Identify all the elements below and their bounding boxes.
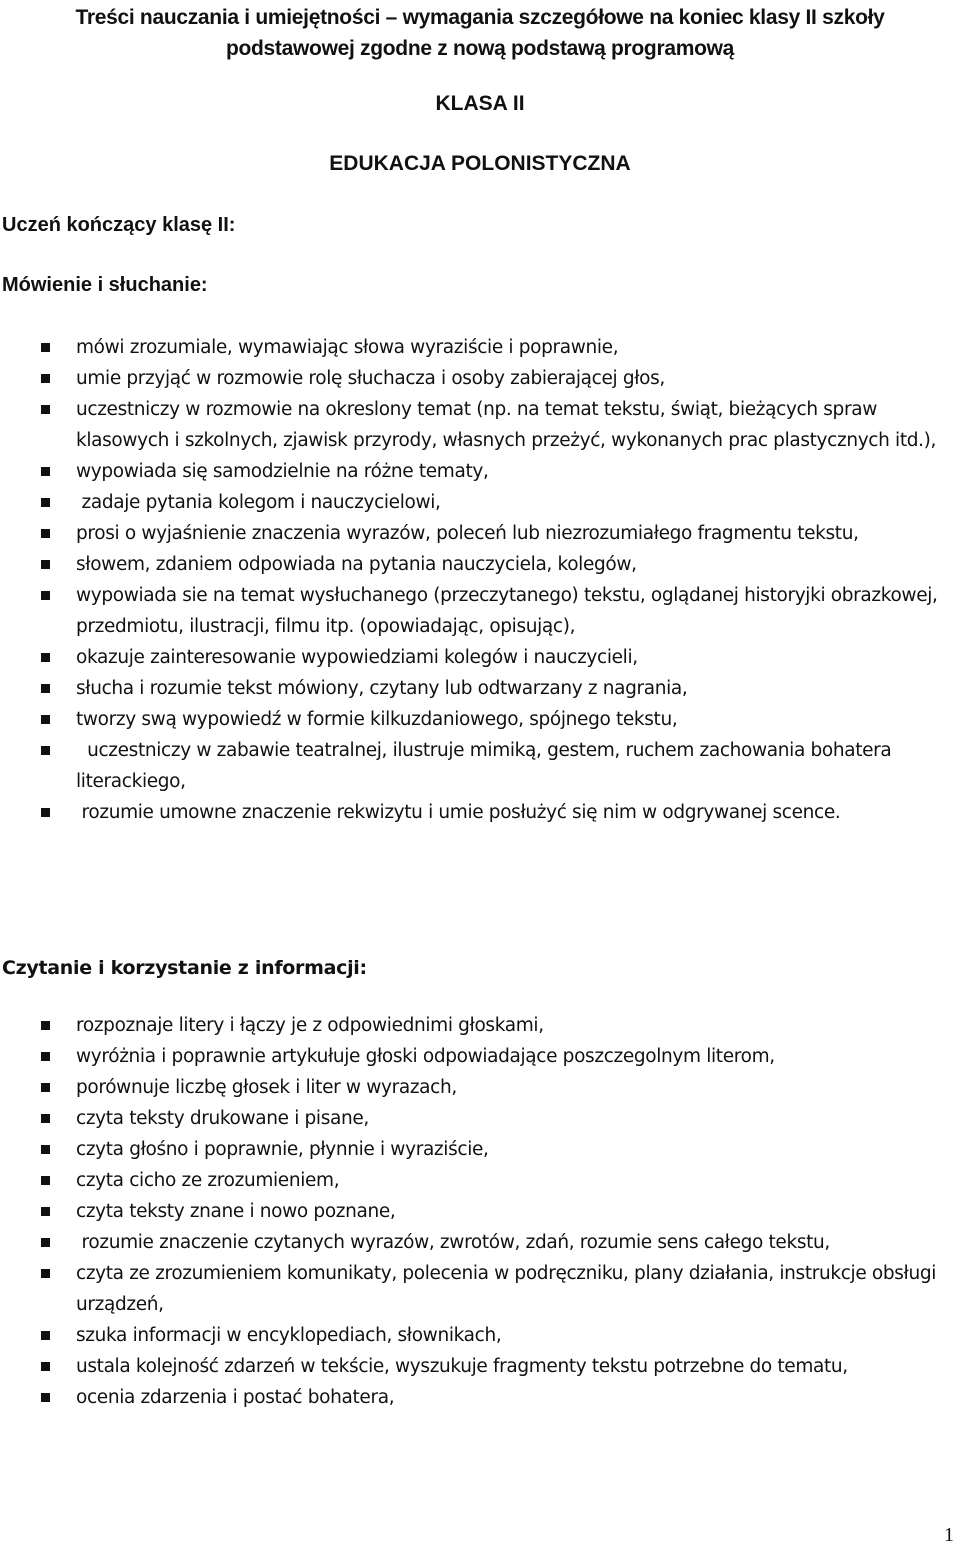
list-item-text: rozumie umowne znaczenie rekwizytu i umie posłużyć się nim w odgrywanej scence. <box>76 802 841 823</box>
list-item <box>0 1227 960 1258</box>
student-heading: Uczeń kończący klasę II: <box>2 214 236 236</box>
square-bullet-icon <box>41 1238 50 1247</box>
list-item <box>0 704 960 735</box>
square-bullet-icon <box>41 560 50 569</box>
list-item-text: prosi o wyjaśnienie znaczenia wyrazów, poleceń lub niezrozumiałego fragmentu tekstu, <box>76 523 859 544</box>
square-bullet-icon <box>41 374 50 383</box>
square-bullet-icon <box>41 684 50 693</box>
list-item-text: wypowiada sie na temat wysłuchanego (przeczytanego) tekstu, oglądanej historyjki obrazkowej, przedmiotu, ilustracji, filmu itp. (opowiadając, opisując), <box>76 585 944 637</box>
square-bullet-icon <box>41 1207 50 1216</box>
list-item-text: mówi zrozumiale, wymawiając słowa wyraziście i poprawnie, <box>76 337 619 358</box>
list-item-text: uczestniczy w zabawie teatralnej, ilustruje mimiką, gestem, ruchem zachowania bohatera literackiego, <box>76 740 897 792</box>
square-bullet-icon <box>41 1145 50 1154</box>
list-item-text: ustala kolejność zdarzeń w tekście, wyszukuje fragmenty tekstu potrzebne do tematu, <box>76 1356 848 1377</box>
bullet-list-reading <box>0 1010 960 1413</box>
list-item-text: słucha i rozumie tekst mówiony, czytany lub odtwarzany z nagrania, <box>76 678 688 699</box>
page-number: 1 <box>944 1524 954 1546</box>
square-bullet-icon <box>41 1083 50 1092</box>
list-item-text: ocenia zdarzenia i postać bohatera, <box>76 1387 395 1408</box>
list-item <box>0 797 960 828</box>
square-bullet-icon <box>41 715 50 724</box>
list-item <box>0 549 960 580</box>
list-item-text: czyta cicho ze zrozumieniem, <box>76 1170 340 1191</box>
square-bullet-icon <box>41 343 50 352</box>
list-item-text: szuka informacji w encyklopediach, słownikach, <box>76 1325 502 1346</box>
list-item <box>0 1041 960 1072</box>
square-bullet-icon <box>41 1331 50 1340</box>
square-bullet-icon <box>41 529 50 538</box>
square-bullet-icon <box>41 1052 50 1061</box>
list-item <box>0 487 960 518</box>
square-bullet-icon <box>41 467 50 476</box>
list-item-text: czyta głośno i poprawnie, płynnie i wyraziście, <box>76 1139 489 1160</box>
list-item-text: uczestniczy w rozmowie na okreslony temat (np. na temat tekstu, świąt, bieżących spraw klasowych i szkolnych, zjawisk przyrody, własnych przeżyć, wykonanych prac plastycznych itd.), <box>76 399 937 451</box>
square-bullet-icon <box>41 1362 50 1371</box>
list-item-text: słowem, zdaniem odpowiada na pytania nauczyciela, kolegów, <box>76 554 637 575</box>
list-item <box>0 1010 960 1041</box>
list-item-text: okazuje zainteresowanie wypowiedziami kolegów i nauczycieli, <box>76 647 638 668</box>
list-item <box>0 1196 960 1227</box>
section-heading-reading: Czytanie i korzystanie z informacji: <box>2 957 367 979</box>
square-bullet-icon <box>41 1176 50 1185</box>
list-item-text: tworzy swą wypowiedź w formie kilkuzdaniowego, spójnego tekstu, <box>76 709 678 730</box>
list-item <box>0 642 960 673</box>
list-item <box>0 735 960 797</box>
square-bullet-icon <box>41 653 50 662</box>
class-heading: KLASA II <box>435 92 525 115</box>
list-item-text: czyta teksty drukowane i pisane, <box>76 1108 369 1129</box>
section-heading-speaking: Mówienie i słuchanie: <box>2 274 208 296</box>
list-item <box>0 518 960 549</box>
bullet-list-speaking <box>0 332 960 828</box>
list-item-text: wypowiada się samodzielnie na różne tematy, <box>76 461 489 482</box>
list-item <box>0 1320 960 1351</box>
list-item-text: czyta teksty znane i nowo poznane, <box>76 1201 396 1222</box>
list-item-text: rozpoznaje litery i łączy je z odpowiednimi głoskami, <box>76 1015 544 1036</box>
document-title: Treści nauczania i umiejętności – wymagania szczegółowe na koniec klasy II szkoły podstawowej zgodne z nową podstawą programową <box>75 6 885 60</box>
list-item <box>0 363 960 394</box>
square-bullet-icon <box>41 808 50 817</box>
list-item <box>0 580 960 642</box>
square-bullet-icon <box>41 1021 50 1030</box>
list-item-text: zadaje pytania kolegom i nauczycielowi, <box>76 492 441 513</box>
square-bullet-icon <box>41 405 50 414</box>
list-item <box>0 1165 960 1196</box>
square-bullet-icon <box>41 591 50 600</box>
list-item <box>0 1382 960 1413</box>
list-item-text: rozumie znaczenie czytanych wyrazów, zwrotów, zdań, rozumie sens całego tekstu, <box>76 1232 830 1253</box>
square-bullet-icon <box>41 746 50 755</box>
list-item <box>0 1103 960 1134</box>
list-item-text: wyróżnia i poprawnie artykułuje głoski odpowiadające poszczegolnym literom, <box>76 1046 775 1067</box>
square-bullet-icon <box>41 1114 50 1123</box>
list-item <box>0 456 960 487</box>
list-item <box>0 1351 960 1382</box>
square-bullet-icon <box>41 1393 50 1402</box>
list-item <box>0 394 960 456</box>
subject-heading: EDUKACJA POLONISTYCZNA <box>329 152 631 175</box>
square-bullet-icon <box>41 498 50 507</box>
list-item-text: umie przyjąć w rozmowie rolę słuchacza i osoby zabierającej głos, <box>76 368 665 389</box>
list-item <box>0 1258 960 1320</box>
list-item <box>0 1134 960 1165</box>
list-item-text: porównuje liczbę głosek i liter w wyrazach, <box>76 1077 457 1098</box>
list-item-text: czyta ze zrozumieniem komunikaty, polecenia w podręczniku, plany działania, instrukcje obsługi urządzeń, <box>76 1263 942 1315</box>
list-item <box>0 332 960 363</box>
list-item <box>0 673 960 704</box>
square-bullet-icon <box>41 1269 50 1278</box>
list-item <box>0 1072 960 1103</box>
